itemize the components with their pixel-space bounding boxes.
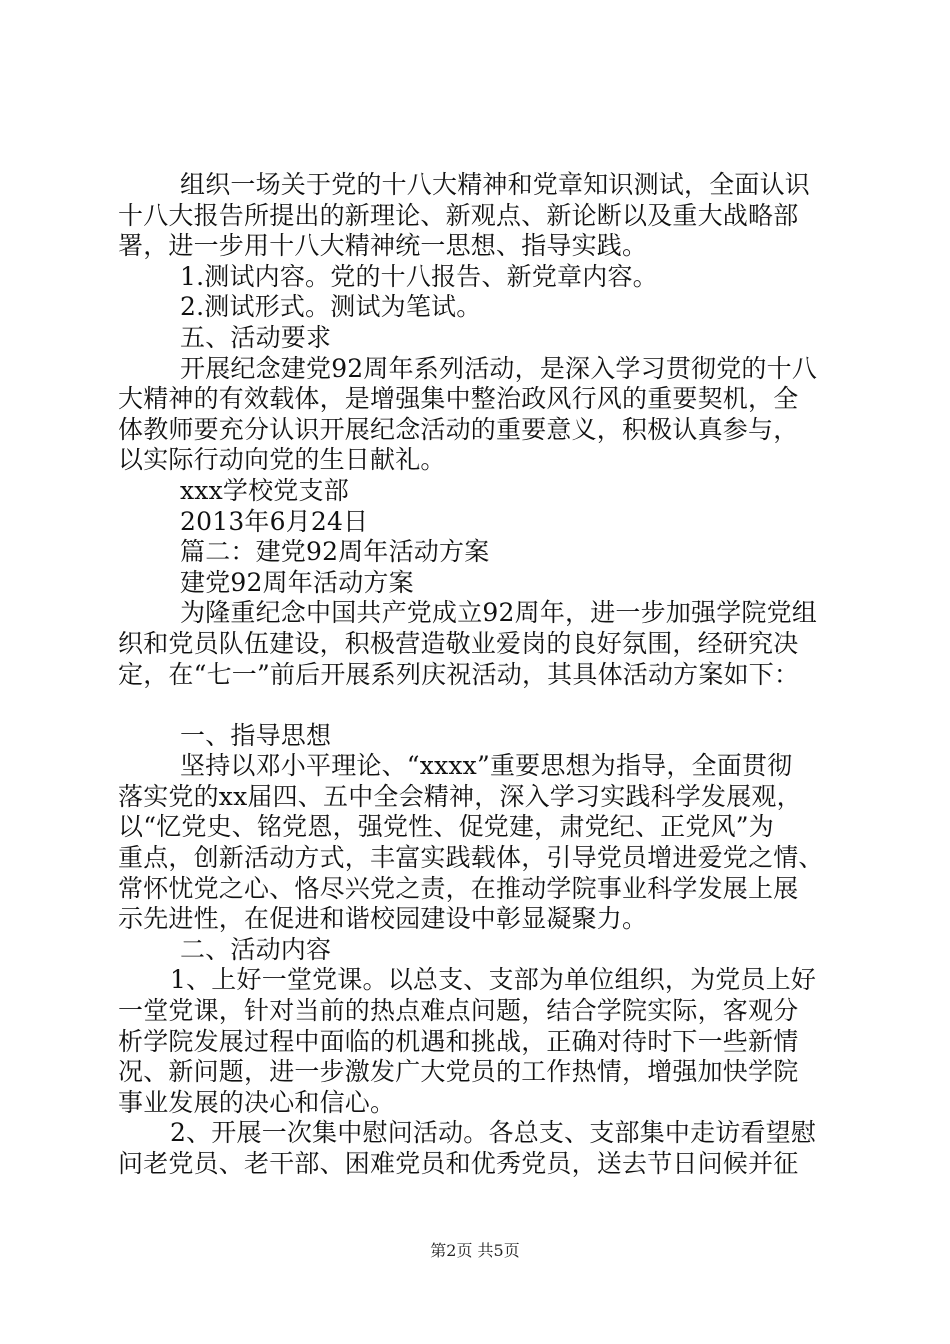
section-heading: 一、指导思想 <box>180 720 332 750</box>
paragraph-line: 1、上好一堂党课。以总支、支部为单位组织，为党员上好 <box>170 965 817 995</box>
paragraph-line: 一堂党课，针对当前的热点难点问题，结合学院实际，客观分 <box>118 996 799 1026</box>
paragraph-line: 织和党员队伍建设，积极营造敬业爱岗的良好氛围，经研究决 <box>118 628 799 658</box>
chapter-title: 篇二：建党92周年活动方案 <box>180 537 490 567</box>
blank-line <box>118 690 838 721</box>
section-heading: 五、活动要求 <box>180 322 332 352</box>
page-footer: 第2页 共5页 <box>430 1241 520 1260</box>
paragraph-line: 况、新问题，进一步激发广大党员的工作热情，增强加快学院 <box>118 1057 799 1087</box>
paragraph-line: 为隆重纪念中国共产党成立92周年，进一步加强学院党组 <box>180 598 818 628</box>
document-title: 建党92周年活动方案 <box>180 567 414 597</box>
paragraph-line: 体教师要充分认识开展纪念活动的重要意义，积极认真参与， <box>118 414 799 444</box>
paragraph-line: 以“忆党史、铭党恩，强党性、促党建，肃党纪、正党风”为 <box>118 812 774 842</box>
paragraph-line: 问老党员、老干部、困难党员和优秀党员，送去节日问候并征 <box>118 1149 799 1178</box>
paragraph-line: 落实党的xx届四、五中全会精神，深入学习实践科学发展观， <box>118 781 802 811</box>
paragraph-line: 常怀忧党之心、恪尽兴党之责，在推动学院事业科学发展上展 <box>118 873 799 903</box>
paragraph-line: 组织一场关于党的十八大精神和党章知识测试，全面认识 <box>180 170 811 199</box>
paragraph-line: 大精神的有效载体，是增强集中整治政风行风的重要契机，全 <box>118 384 799 414</box>
paragraph-line: 定，在“七一”前后开展系列庆祝活动，其具体活动方案如下： <box>118 659 800 689</box>
paragraph-line: 坚持以邓小平理论、“xxxx”重要思想为指导，全面贯彻 <box>180 751 793 781</box>
signature-date: 2013年6月24日 <box>180 506 369 536</box>
paragraph-line: 事业发展的决心和信心。 <box>118 1087 396 1117</box>
list-item: 2.测试形式。测试为笔试。 <box>180 292 482 322</box>
signature-org: xxx学校党支部 <box>180 475 349 505</box>
list-item: 1.测试内容。党的十八报告、新党章内容。 <box>180 261 658 291</box>
paragraph-line: 十八大报告所提出的新理论、新观点、新论断以及重大战略部 <box>118 200 799 230</box>
paragraph-line: 开展纪念建党92周年系列活动，是深入学习贯彻党的十八 <box>180 353 818 383</box>
paragraph-line: 重点，创新活动方式，丰富实践载体，引导党员增进爱党之情、 <box>118 843 824 873</box>
paragraph-line: 析学院发展过程中面临的机遇和挑战，正确对待时下一些新情 <box>118 1026 799 1056</box>
paragraph-line: 以实际行动向党的生日献礼。 <box>118 445 446 475</box>
document-body <box>118 170 838 1180</box>
paragraph-line: 2、开展一次集中慰问活动。各总支、支部集中走访看望慰 <box>170 1118 817 1148</box>
paragraph-line: 署，进一步用十八大精神统一思想、指导实践。 <box>118 231 648 261</box>
section-heading: 二、活动内容 <box>180 934 332 964</box>
paragraph-line: 示先进性，在促进和谐校园建设中彰显凝聚力。 <box>118 904 648 934</box>
